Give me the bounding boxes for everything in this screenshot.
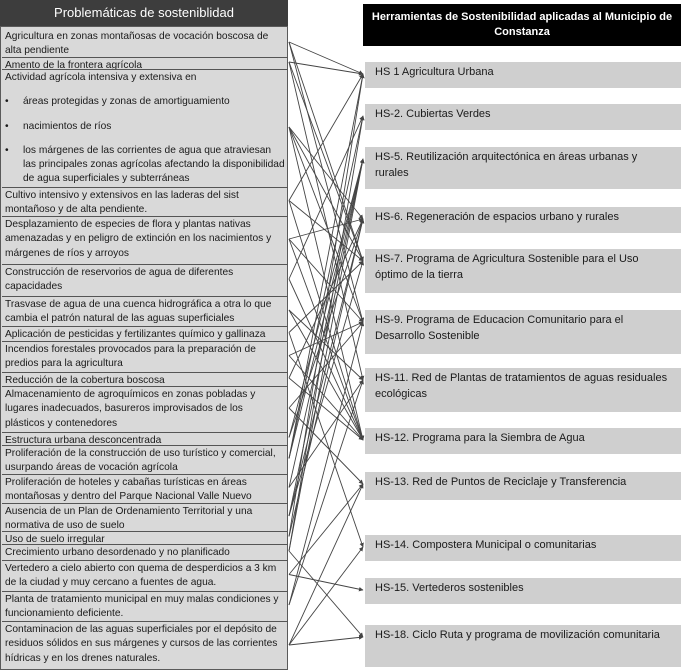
connector-arrow bbox=[289, 333, 363, 548]
problem-text: Reducción de la cobertura boscosa bbox=[5, 375, 165, 386]
problem-bullet: • los márgenes de las corrientes de agua que atraviesan las principales zonas agrícolas afectando la disponibilidad de agua superficiales y subterráneas bbox=[5, 144, 285, 187]
problem-item bbox=[2, 544, 288, 560]
connector-arrow bbox=[289, 219, 363, 378]
connector-arrow bbox=[289, 116, 363, 459]
problem-item bbox=[2, 372, 288, 386]
tool-box: HS-5. Reutilización arquitectónica en áreas urbanas y rurales bbox=[365, 147, 681, 189]
problem-text: Proliferación de hoteles y cabañas turísticas en áreas montañosas y dentro del Parque Nacional Valle Nuevo bbox=[5, 477, 252, 503]
connector-arrow bbox=[289, 380, 363, 605]
connector-arrow bbox=[289, 42, 363, 261]
connector-arrow bbox=[289, 127, 363, 219]
connector-arrow bbox=[289, 74, 363, 459]
problem-item bbox=[2, 386, 288, 432]
connector-arrow bbox=[289, 159, 363, 438]
tool-box: HS-18. Ciclo Ruta y programa de movilización comunitaria bbox=[365, 625, 681, 667]
problem-text: Agricultura en zonas montañosas de vocación boscosa de alta pendiente bbox=[5, 31, 269, 57]
problem-item bbox=[2, 296, 288, 326]
tool-box: HS-15. Vertederos sostenibles bbox=[365, 578, 681, 604]
connector-arrow bbox=[289, 261, 363, 516]
problem-text: Uso de suelo irregular bbox=[5, 534, 105, 544]
connector-arrow bbox=[289, 219, 363, 516]
problem-text: Trasvase de agua de una cuenca hidrográfica a otra lo que cambia el patrón natural de las aguas superficiales bbox=[5, 299, 272, 325]
problem-text: Incendios forestales provocados para la preparación de predios para la agricultura bbox=[5, 344, 256, 370]
connector-arrow bbox=[289, 484, 363, 645]
connector-arrow bbox=[289, 74, 363, 537]
problems-header: Problemáticas de sosteniblidad bbox=[0, 0, 288, 26]
tool-box: HS-11. Red de Plantas de tratamientos de aguas residuales ecológicas bbox=[365, 368, 681, 412]
problem-text: Crecimiento urbano desordenado y no planificado bbox=[5, 547, 230, 558]
problem-text: Construcción de reservorios de agua de diferentes capacidades bbox=[5, 267, 234, 293]
problem-item bbox=[2, 445, 288, 474]
problem-text: Almacenamiento de agroquímicos en zonas pobladas y lugares inadecuados, basureros improvisados de los plásticos y contenedores bbox=[5, 389, 256, 429]
connector-arrow bbox=[289, 637, 363, 645]
connector-arrow bbox=[289, 310, 363, 380]
connector-arrow bbox=[289, 159, 363, 459]
connector-arrow bbox=[289, 127, 363, 261]
connector-arrow bbox=[289, 62, 363, 261]
tool-box: HS-2. Cubiertas Verdes bbox=[365, 104, 681, 130]
connector-arrow bbox=[289, 484, 363, 575]
connector-arrow bbox=[289, 310, 363, 440]
connector-arrow bbox=[289, 356, 363, 441]
connector-arrow bbox=[289, 62, 363, 380]
connector-arrow bbox=[289, 380, 363, 488]
connector-arrow bbox=[289, 116, 363, 279]
connector-arrow bbox=[289, 74, 363, 201]
tool-box: HS-7. Programa de Agricultura Sostenible para el Uso óptimo de la tierra bbox=[365, 249, 681, 293]
tool-box: HS 1 Agricultura Urbana bbox=[365, 62, 681, 88]
problem-item bbox=[2, 187, 288, 216]
connector-arrow bbox=[289, 322, 363, 408]
problem-text: Ausencia de un Plan de Ordenamiento Territorial y una normativa de uso de suelo bbox=[5, 506, 253, 531]
connector-arrow bbox=[289, 42, 363, 322]
tool-box: HS-14. Compostera Municipal o comunitarias bbox=[365, 535, 681, 561]
connector-arrow bbox=[289, 547, 363, 645]
connector-arrow bbox=[289, 62, 363, 74]
problem-item bbox=[2, 591, 288, 621]
problem-text: Proliferación de la construcción de uso turístico y comercial, usurpando áreas de vocación agrícola bbox=[5, 448, 276, 474]
tool-box: HS-6. Regeneración de espacios urbano y rurales bbox=[365, 207, 681, 233]
connector-arrow bbox=[289, 575, 363, 591]
tools-header: Herramientas de Sostenibilidad aplicadas al Municipio de Constanza bbox=[363, 4, 681, 46]
connector-arrow bbox=[289, 159, 363, 488]
problems-column bbox=[0, 26, 288, 670]
problem-text: Aplicación de pesticidas y fertilizantes químico y gallinaza bbox=[5, 329, 266, 340]
connector-arrow bbox=[289, 219, 363, 438]
connector-arrow bbox=[289, 322, 363, 605]
problem-text: Vertedero a cielo abierto con quema de desperdicios a 3 km de la ciudad y muy cercano a fuentes de agua. bbox=[5, 563, 277, 589]
problem-item bbox=[2, 341, 288, 372]
problem-text: Desplazamiento de especies de flora y plantas nativas amenazadas y en peligro de extinción en los nacimientos y márgenes de ríos y arroyos bbox=[5, 219, 272, 259]
connector-arrow bbox=[289, 279, 363, 440]
problem-item bbox=[2, 432, 288, 445]
problem-item bbox=[2, 326, 288, 341]
connector-arrow bbox=[289, 322, 363, 356]
problem-bullet: • nacimientos de ríos bbox=[5, 120, 285, 134]
connector-arrow bbox=[289, 159, 363, 516]
problem-text: Estructura urbana desconcentrada bbox=[5, 435, 162, 445]
connector-arrow bbox=[289, 239, 363, 440]
connector-arrow bbox=[289, 127, 363, 440]
connector-arrow bbox=[289, 201, 363, 441]
problem-item bbox=[2, 69, 288, 187]
tool-box: HS-9. Programa de Educacion Comunitario para el Desarrollo Sostenible bbox=[365, 310, 681, 354]
connector-arrow bbox=[289, 159, 363, 551]
problem-item bbox=[2, 264, 288, 296]
connector-arrow bbox=[289, 239, 363, 322]
problem-item bbox=[2, 57, 288, 69]
problem-text: Amento de la frontera agrícola bbox=[5, 60, 143, 69]
problem-text: Contaminacion de las aguas superficiales por el depósito de residuos sólidos en sus márgenes y cursos de las corrientes hídricas y en los drenes naturales. bbox=[5, 624, 278, 664]
connector-arrow bbox=[289, 551, 363, 637]
connector-arrow bbox=[289, 127, 363, 322]
problem-item bbox=[2, 621, 288, 671]
connector-arrow bbox=[289, 219, 363, 239]
connector-arrow bbox=[289, 219, 363, 537]
tool-box: HS-12. Programa para la Siembra de Agua bbox=[365, 428, 681, 454]
connector-arrow bbox=[289, 201, 363, 262]
connector-arrow bbox=[289, 408, 363, 484]
problem-item bbox=[2, 216, 288, 264]
connector-arrow bbox=[289, 116, 363, 551]
problem-text: Cultivo intensivo y extensivos en las laderas del sist montañoso y de alta pendiente. bbox=[5, 190, 239, 216]
problem-item bbox=[2, 531, 288, 544]
problem-item bbox=[2, 560, 288, 591]
tool-box: HS-13. Red de Puntos de Reciclaje y Transferencia bbox=[365, 472, 681, 500]
problem-text: Planta de tratamiento municipal en muy malas condiciones y funcionamiento deficiente. bbox=[5, 594, 279, 620]
problem-item bbox=[2, 29, 288, 57]
problem-bullet: • áreas protegidas y zonas de amortiguamiento bbox=[5, 95, 285, 109]
connector-arrow bbox=[289, 261, 363, 333]
connector-arrow bbox=[289, 378, 363, 440]
problem-item bbox=[2, 503, 288, 531]
connector-arrow bbox=[289, 42, 363, 74]
problem-text: Actividad agrícola intensiva y extensiva en bbox=[5, 72, 197, 83]
problem-item bbox=[2, 474, 288, 503]
